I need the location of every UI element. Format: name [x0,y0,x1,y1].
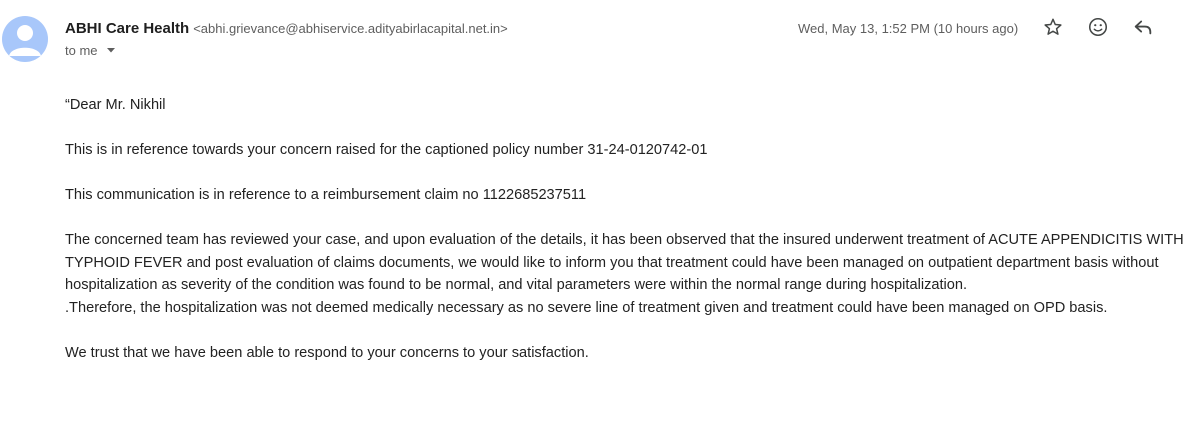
sender-email: <abhi.grievance@abhiservice.adityabirlacapital.net.in> [193,21,508,36]
star-icon [1043,17,1063,42]
timestamp: Wed, May 13, 1:52 PM (10 hours ago) [798,21,1019,36]
to-label: to me [65,43,98,58]
email-body [65,94,1185,387]
reply-button[interactable] [1130,16,1156,42]
emoji-reaction-icon [1087,16,1109,43]
policy-reference-paragraph: This is in reference towards your concern raised for the captioned policy number 31-24-0120742-01 [65,142,708,158]
star-button[interactable] [1040,16,1066,42]
claim-reference-paragraph: This communication is in reference to a reimbursement claim no 1122685237511 [65,187,587,203]
reply-icon [1132,16,1154,43]
add-reaction-button[interactable] [1085,16,1111,42]
person-avatar-icon[interactable] [2,16,48,62]
chevron-down-icon[interactable] [106,43,116,58]
recipient-details-toggle[interactable] [65,43,116,58]
greeting: “Dear Mr. Nikhil [65,97,166,113]
closing-paragraph: We trust that we have been able to respond to your concerns to your satisfaction. [65,344,589,361]
sender-line [65,20,508,38]
conclusion-paragraph: .Therefore, the hospitalization was not deemed medically necessary as no severe line of treatment given and treatment could have been managed on OPD basis. [65,299,1108,316]
sender-name[interactable]: ABHI Care Health [65,20,190,37]
review-findings-paragraph: The concerned team has reviewed your case, and upon evaluation of the details, it has been observed that the insured underwent treatment of ACUTE APPENDICITIS WITH TYPHOID FEVER and post evaluation of claims documents, we would like to inform you that treatment could have been managed on outpatient department basis without hospitalization as severity of the condition was found to be normal, and vital parameters were within the normal range during hospitalization. [65,232,1184,293]
